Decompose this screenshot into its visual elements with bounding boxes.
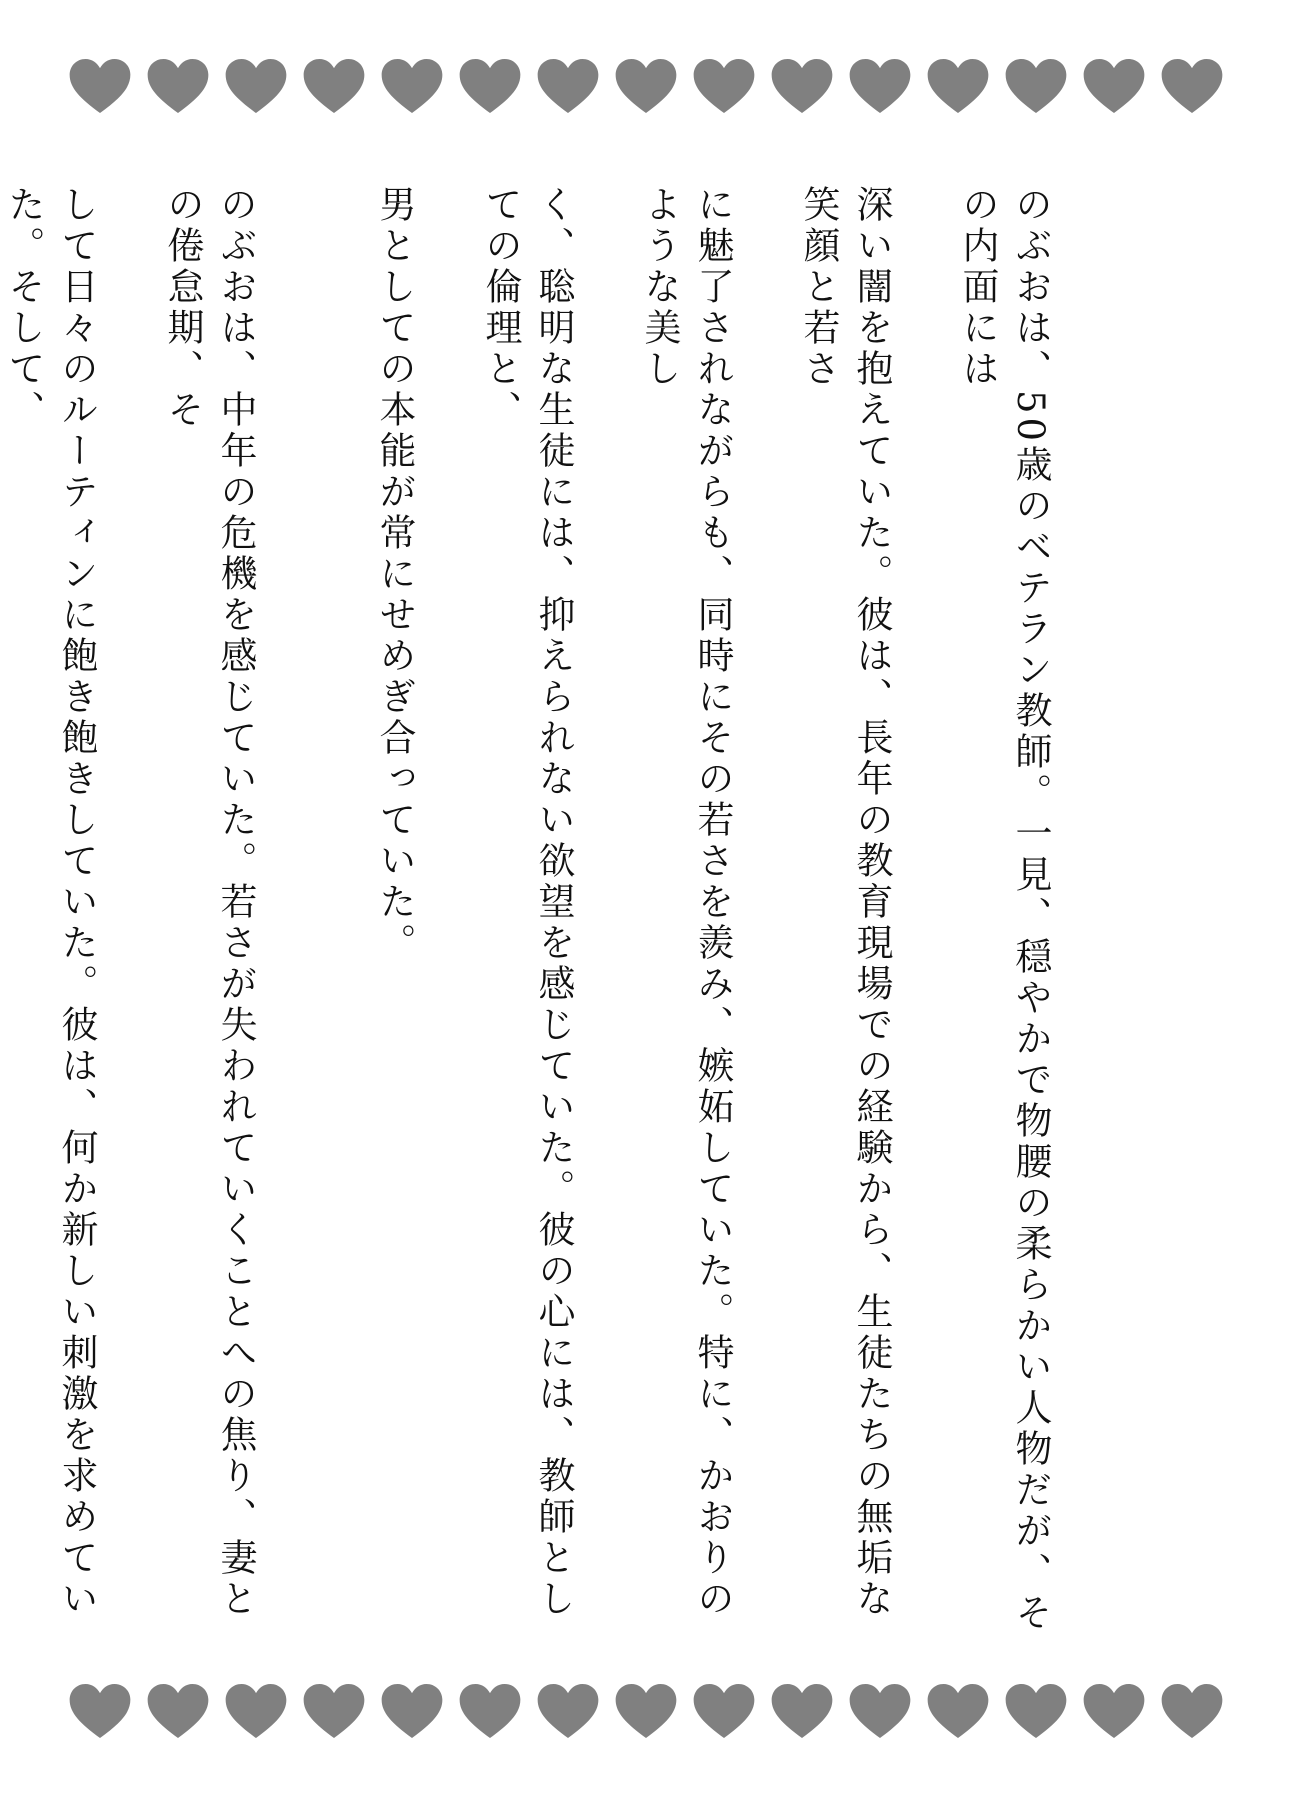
heart-icon <box>535 53 601 119</box>
heart-icon <box>1159 1678 1225 1744</box>
heart-icon <box>925 1678 991 1744</box>
heart-icon <box>379 53 445 119</box>
heart-icon <box>1003 1678 1069 1744</box>
heart-icon <box>379 1678 445 1744</box>
heart-icon <box>1003 53 1069 119</box>
heart-icon <box>67 53 133 119</box>
paragraph-line: く、聡明な生徒には、抑えられない欲望を感じていた。彼の心には、教師としての倫理と、 <box>479 185 575 1620</box>
heart-icon <box>1159 53 1225 119</box>
paragraph-line: に魅了されながらも、同時にその若さを羨み、嫉妬していた。特に、かおりのような美し <box>638 185 734 1620</box>
heart-icon <box>145 53 211 119</box>
paragraph-line: して日々のルーティンに飽き飽きしていた。彼は、何か新しい刺激を求めていた。そして、 <box>2 185 98 1620</box>
heart-icon <box>1081 53 1147 119</box>
heart-icon <box>613 53 679 119</box>
heart-icon <box>691 53 757 119</box>
heart-icon <box>925 53 991 119</box>
heart-icon <box>847 53 913 119</box>
heart-icon <box>691 1678 757 1744</box>
paragraph-line: のぶおは、中年の危機を感じていた。若さが失われていくことへの焦り、妻との倦怠期、そ <box>161 185 257 1620</box>
heart-icon <box>457 1678 523 1744</box>
heart-icon <box>457 53 523 119</box>
heart-icon <box>1081 1678 1147 1744</box>
heart-icon <box>223 53 289 119</box>
heart-icon <box>223 1678 289 1744</box>
paragraph-line: のぶおは、50歳のベテラン教師。一見、穏やかで物腰の柔らかい人物だが、その内面には <box>956 185 1052 1635</box>
heart-icon <box>301 1678 367 1744</box>
paragraph-line: 深い闇を抱えていた。彼は、長年の教育現場での経験から、生徒たちの無垢な笑顔と若さ <box>797 185 893 1620</box>
heart-icon <box>769 53 835 119</box>
heart-icon <box>769 1678 835 1744</box>
paragraph-1 <box>368 185 1110 1635</box>
heart-icon <box>847 1678 913 1744</box>
bottom-heart-border <box>0 1678 1311 1744</box>
vertical-text-body <box>2 185 1110 1635</box>
top-heart-border <box>0 53 1311 119</box>
heart-icon <box>613 1678 679 1744</box>
paragraph-line: 男としての本能が常にせめぎ合っていた。 <box>373 185 416 964</box>
heart-icon <box>301 53 367 119</box>
heart-icon <box>535 1678 601 1744</box>
paragraph-2 <box>0 185 315 1635</box>
heart-icon <box>145 1678 211 1744</box>
heart-icon <box>67 1678 133 1744</box>
